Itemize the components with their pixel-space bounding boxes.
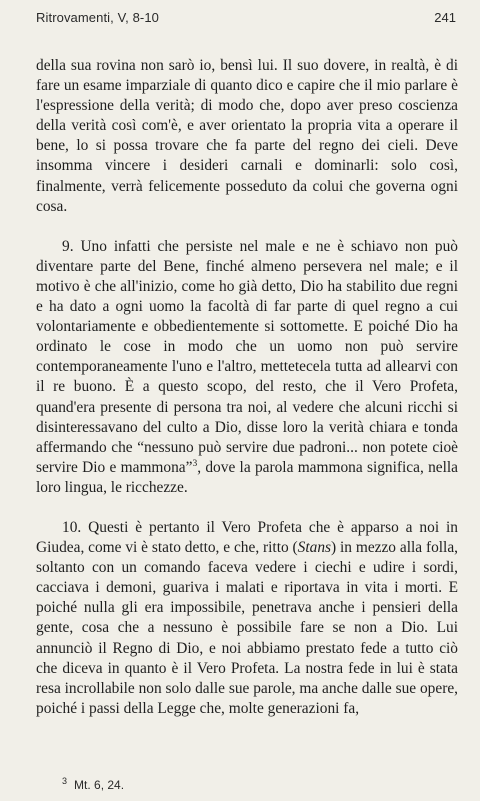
paragraph-continuation: della sua rovina non sarò io, bensì lui. Il suo dovere, in realtà, è di fare un esame imparziale di quanto dico e capire che il mio parlare è l'espressione della verità; di modo che, dopo aver preso coscienza della verità così com'è, e aver orientato la propria vita a operare il bene, lo si possa trovare che fa parte del regno dei cieli. Deve insomma vincere i desideri carnali e dominarli: solo così, finalmente, verrà felicemente posseduto da colui che governa ogni cosa.: [36, 57, 458, 215]
page-number: 241: [434, 10, 456, 25]
paragraph-section-10-end: ) in mezzo alla folla, soltanto con un comando faceva vedere i ciechi e udire i sordi, cacciava i demoni, guariva i malati e riportava in vita i morti. E poiché nulla gli era impossibile, penetrava anche i pensieri della gente, cosa che a nessuno è possibile fare se non a Dio. Lui annunciò il Regno di Dio, e noi abbiamo prestato fede a tutto ciò che diceva in quanto è il Vero Profeta. La nostra fede in lui è stata resa incrollabile non solo dalle sue parole, ma anche dalle sue opere, poiché i passi della Legge che, molte generazioni fa,: [36, 539, 458, 717]
footnote-reference: 3: [192, 458, 198, 469]
footnote-text: Mt. 6, 24.: [74, 778, 125, 792]
running-title: Ritrovamenti, V, 8-10: [36, 10, 160, 25]
paragraph-section-10: [36, 518, 458, 719]
paragraph-section-9-end: , dove la parola mammona significa, nella loro lingua, le ricchezze.: [36, 458, 458, 496]
footnote-number: 3: [62, 776, 68, 786]
footnote: [62, 776, 124, 792]
running-header: [36, 10, 458, 30]
body-text: [36, 56, 458, 719]
paragraph-section-10-start: 10. Questi è pertanto il Vero Profeta che è apparso a noi in Giudea, come vi è stato detto, e che, ritto (: [36, 518, 458, 557]
paragraph-section-9-text: 9. Uno infatti che persiste nel male e ne è schiavo non può diventare parte del Bene, finché almeno persevera nel male; e il motivo è che all'inizio, come ho già detto, Dio ha stabilito due regni e ha dato a ogni uomo la facoltà di far parte di quel regno a cui volontariamente e obbedientemente si sottomette. E poiché Dio ha ordinato le cose in modo che un uomo non può servire contemporaneamente l'uno e l'altro, mettetecela tutta ad allearvi con il re buono. È a questo scopo, del resto, che il Vero Profeta, quand'era presente di persona tra noi, al vedere che alcuni ricchi si disinteressavano del culto a Dio, disse loro la verità chiara e tonda affermando che “nessuno può servire due padroni... non potete cioè servire Dio e mammona”: [36, 237, 458, 476]
paragraph-section-9: [36, 237, 458, 498]
latin-term: Stans: [297, 539, 332, 557]
